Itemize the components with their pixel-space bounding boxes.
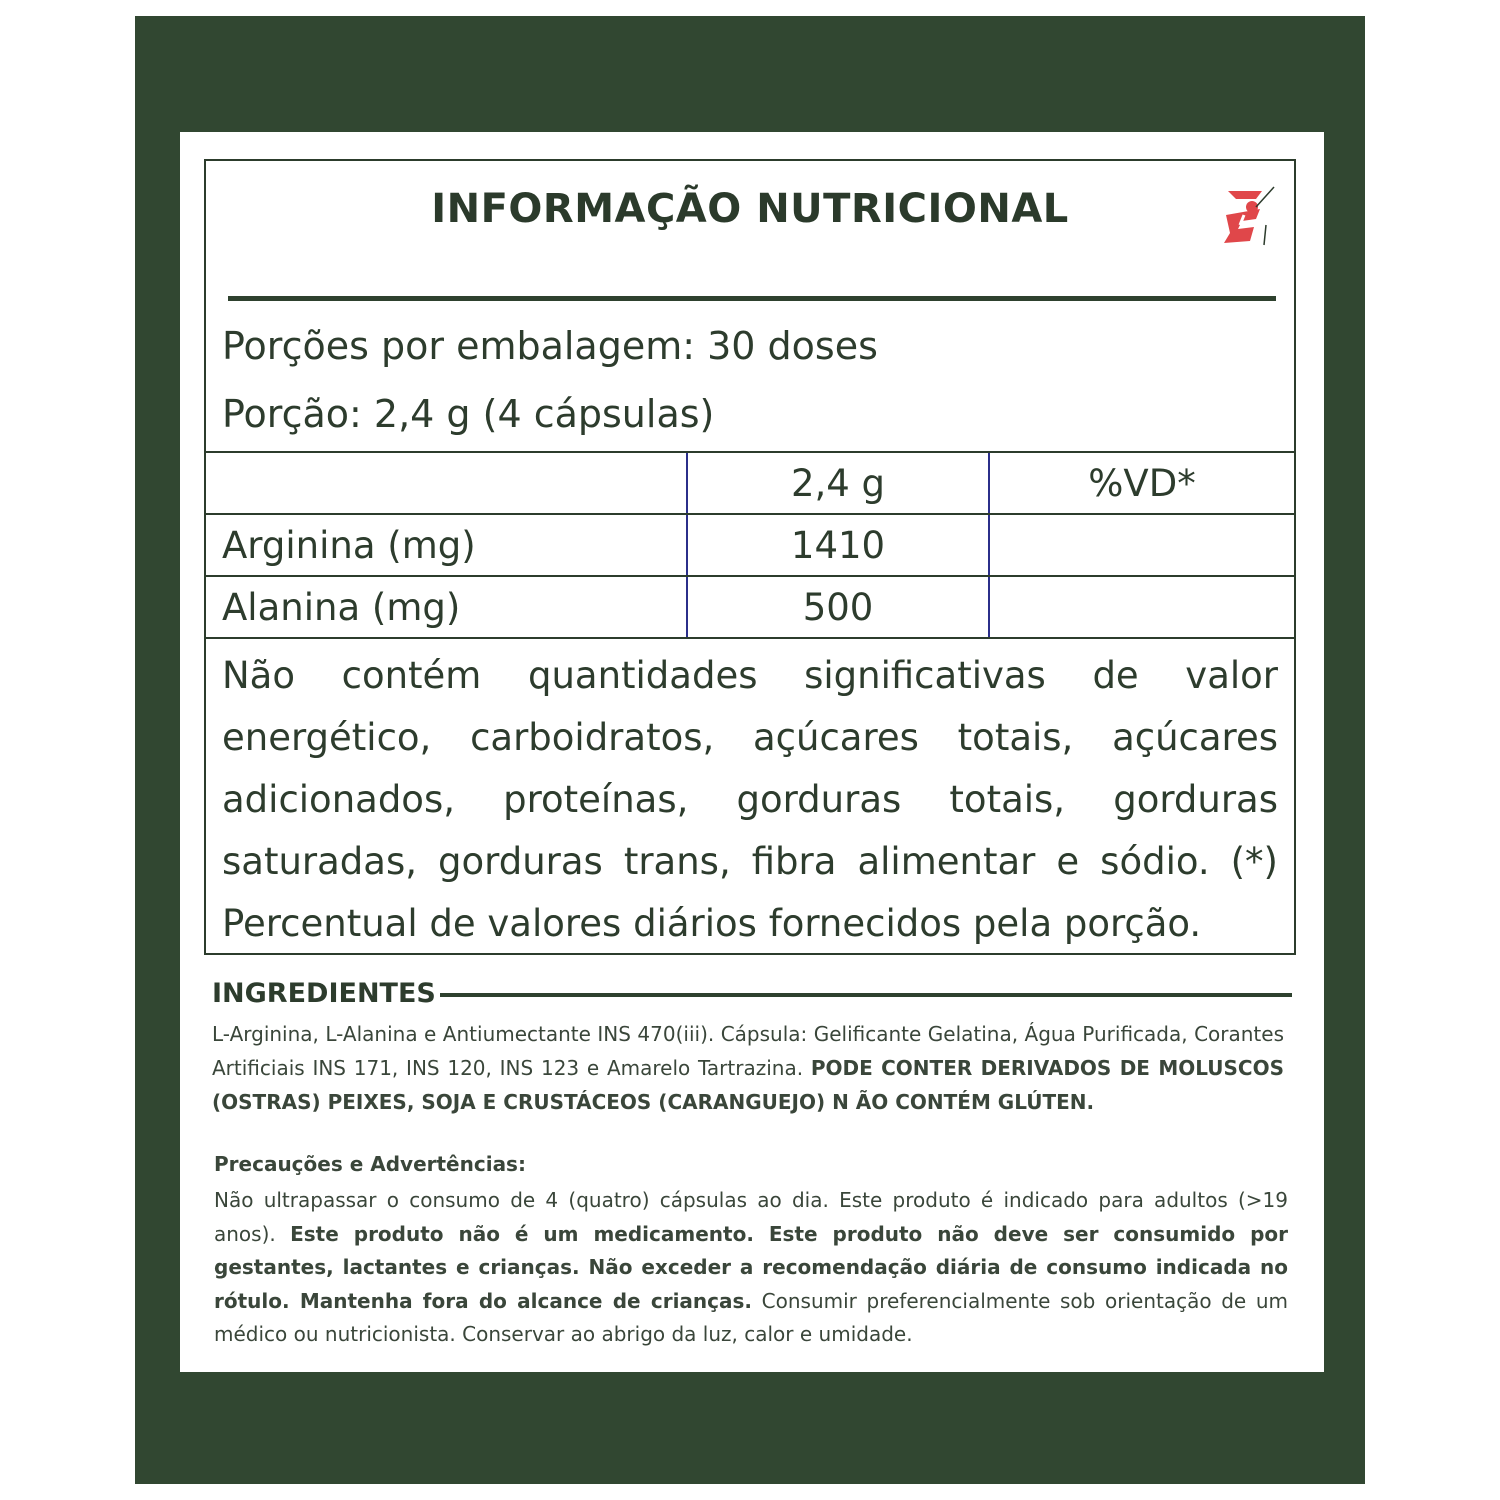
brand-figure-logo-icon xyxy=(1216,185,1276,249)
label-panel xyxy=(180,132,1324,1372)
precautions-text xyxy=(214,1184,1288,1352)
header-cell-amount: 2,4 g xyxy=(687,452,989,514)
nutrient-amount: 500 xyxy=(687,576,989,638)
precautions-storage: Consumir preferencialmente sob orientação de um médico ou nutricionista. Conservar ao abrigo da luz, calor e umidade. xyxy=(214,1288,1288,1346)
serving-size: Porção: 2,4 g (4 cápsulas) xyxy=(222,392,715,436)
nutrient-name: Arginina (mg) xyxy=(206,514,687,576)
title-divider xyxy=(228,296,1276,301)
table-row xyxy=(206,514,1294,576)
precautions-title: Precauções e Advertências: xyxy=(214,1152,526,1176)
nutrient-dv xyxy=(989,576,1294,638)
nutrition-table xyxy=(206,451,1294,639)
nutrient-amount: 1410 xyxy=(687,514,989,576)
precautions-warnings: Este produto não é um medicamento. Este produto não deve ser consumido por gestantes, lactantes e crianças. Não exceder a recomendação diária de consumo indicada no rótulo. Mantenha fora do alcance de crianças. xyxy=(214,1221,1289,1313)
ingredients-text xyxy=(212,1017,1284,1119)
header-cell-name xyxy=(206,452,687,514)
nutrition-footnote: Não contém quantidades significativas de valor energético, carboidratos, açúcares totais, açúcares adicionados, proteínas, gorduras totais, gorduras saturadas, gorduras trans, fibra alimentar e sódio. (*) Percentual de valores diários fornecidos pela porção. xyxy=(222,654,1278,945)
nutrient-dv xyxy=(989,514,1294,576)
header-cell-dv: %VD* xyxy=(989,452,1294,514)
table-header-row xyxy=(206,452,1294,514)
servings-per-package: Porções por embalagem: 30 doses xyxy=(222,324,878,368)
nutrition-facts-box xyxy=(204,159,1296,955)
ingredients-list: L-Arginina, L-Alanina e Antiumectante INS 470(iii). Cápsula: Gelificante Gelatina, Água Purificada, Corantes Artificiais INS 171, INS 120, INS 123 e Amarelo Tartrazina. xyxy=(212,1022,1284,1080)
table-row xyxy=(206,576,1294,638)
ingredients-divider xyxy=(412,993,1292,997)
nutrient-name: Alanina (mg) xyxy=(206,576,687,638)
nutrition-title: INFORMAÇÃO NUTRICIONAL xyxy=(431,186,1069,232)
precautions-dosage: Não ultrapassar o consumo de 4 (quatro) cápsulas ao dia. Este produto é indicado para adultos (>19 anos). xyxy=(214,1188,1288,1246)
allergen-warning: PODE CONTER DERIVADOS DE MOLUSCOS (OSTRAS) PEIXES, SOJA E CRUSTÁCEOS (CARANGUEJO) N ÃO CONTÉM GLÚTEN. xyxy=(212,1056,1284,1114)
ingredients-title: INGREDIENTES xyxy=(212,978,440,1009)
ingredients-header xyxy=(212,978,1292,1012)
